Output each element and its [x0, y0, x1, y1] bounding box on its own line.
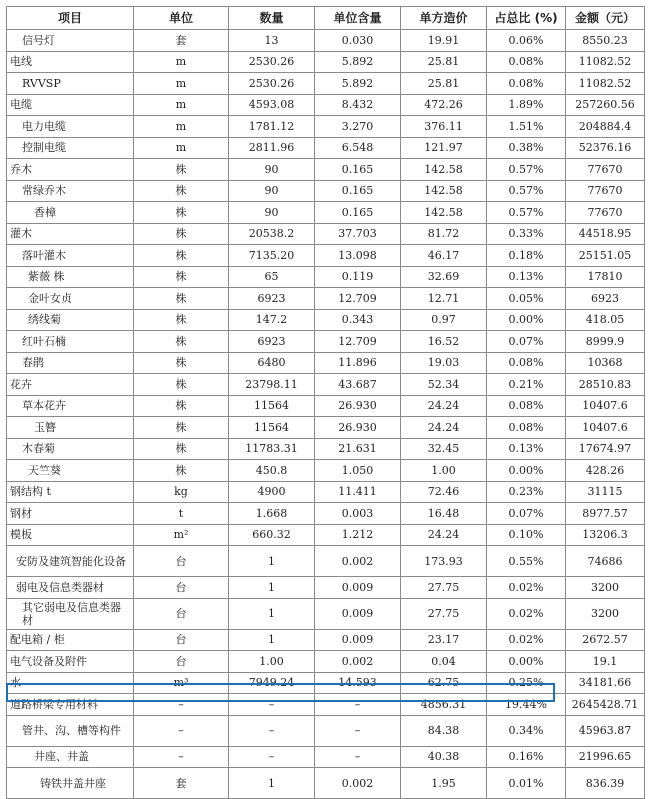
unit-content-cell: 0.002 [315, 651, 401, 673]
quantity-cell: 1 [229, 577, 315, 599]
unit-cost-cell: 52.34 [401, 374, 487, 396]
unit-content-cell: 0.119 [315, 266, 401, 288]
amount-cell: 77670 [566, 159, 645, 181]
table-row [7, 245, 645, 267]
unit-content-cell: 12.709 [315, 331, 401, 353]
percent-cell: 0.00% [487, 309, 566, 331]
item-name-cell: 铸铁井盖井座 [7, 768, 134, 799]
table-row [7, 395, 645, 417]
table-row [7, 137, 645, 159]
unit-cell: 株 [134, 438, 229, 460]
amount-cell: 8550.23 [566, 30, 645, 52]
unit-cell: 株 [134, 266, 229, 288]
unit-cell: 台 [134, 546, 229, 577]
percent-cell: 0.13% [487, 438, 566, 460]
unit-cost-cell: 27.75 [401, 598, 487, 629]
quantity-cell: 2530.26 [229, 73, 315, 95]
unit-content-cell: 0.165 [315, 159, 401, 181]
unit-content-cell: 26.930 [315, 417, 401, 439]
amount-cell: 11082.52 [566, 73, 645, 95]
unit-cost-cell: 23.17 [401, 629, 487, 651]
quantity-cell: 6923 [229, 288, 315, 310]
amount-cell: 3200 [566, 577, 645, 599]
amount-cell: 10407.6 [566, 395, 645, 417]
item-name-cell: 安防及建筑智能化设备 [7, 546, 134, 577]
unit-content-cell: 0.003 [315, 503, 401, 525]
header-percent: 占总比 (%) [487, 7, 566, 30]
unit-cell: 株 [134, 159, 229, 181]
quantity-cell: 7949.24 [229, 672, 315, 694]
unit-cost-cell: 4856.31 [401, 694, 487, 716]
amount-cell: 2672.57 [566, 629, 645, 651]
unit-content-cell: 5.892 [315, 73, 401, 95]
percent-cell: 0.08% [487, 73, 566, 95]
unit-cost-cell: 84.38 [401, 715, 487, 746]
unit-cost-cell: 32.69 [401, 266, 487, 288]
item-name-cell: 金叶女贞 [7, 288, 134, 310]
table-row [7, 746, 645, 768]
table-row [7, 223, 645, 245]
table-row [7, 481, 645, 503]
unit-content-cell: 0.002 [315, 768, 401, 799]
unit-content-cell: 0.009 [315, 629, 401, 651]
percent-cell: 0.08% [487, 417, 566, 439]
unit-cell: 株 [134, 309, 229, 331]
amount-cell: 77670 [566, 180, 645, 202]
unit-cost-cell: 1.95 [401, 768, 487, 799]
amount-cell: 418.05 [566, 309, 645, 331]
amount-cell: 21996.65 [566, 746, 645, 768]
amount-cell: 6923 [566, 288, 645, 310]
unit-cell: m³ [134, 672, 229, 694]
table-row [7, 524, 645, 546]
unit-content-cell: – [315, 746, 401, 768]
unit-cost-cell: 173.93 [401, 546, 487, 577]
item-name-cell: 管井、沟、槽等构件 [7, 715, 134, 746]
quantity-cell: – [229, 694, 315, 716]
quantity-cell: 90 [229, 159, 315, 181]
header-amount: 金额（元） [566, 7, 645, 30]
amount-cell: 10407.6 [566, 417, 645, 439]
item-name-cell: 乔木 [7, 159, 134, 181]
amount-cell: 13206.3 [566, 524, 645, 546]
unit-content-cell: 1.050 [315, 460, 401, 482]
table-row [7, 672, 645, 694]
amount-cell: 52376.16 [566, 137, 645, 159]
unit-cost-cell: 24.24 [401, 395, 487, 417]
item-name-cell: 钢材 [7, 503, 134, 525]
quantity-cell: 1 [229, 598, 315, 629]
amount-cell: 8977.57 [566, 503, 645, 525]
table-row [7, 94, 645, 116]
quantity-cell: 4900 [229, 481, 315, 503]
unit-cell: m [134, 73, 229, 95]
unit-content-cell: 6.548 [315, 137, 401, 159]
unit-cell: 台 [134, 629, 229, 651]
percent-cell: 0.02% [487, 577, 566, 599]
unit-content-cell: 0.009 [315, 577, 401, 599]
quantity-cell: 1.00 [229, 651, 315, 673]
amount-cell: 31115 [566, 481, 645, 503]
item-name-cell: 花卉 [7, 374, 134, 396]
table-row [7, 768, 645, 799]
percent-cell: 0.08% [487, 395, 566, 417]
unit-content-cell: 21.631 [315, 438, 401, 460]
item-name-cell: 电力电缆 [7, 116, 134, 138]
table-row [7, 577, 645, 599]
quantity-cell: 6480 [229, 352, 315, 374]
quantity-cell: 2530.26 [229, 51, 315, 73]
unit-cost-cell: 0.97 [401, 309, 487, 331]
unit-cost-cell: 376.11 [401, 116, 487, 138]
percent-cell: 0.16% [487, 746, 566, 768]
table-row [7, 202, 645, 224]
percent-cell: 0.08% [487, 51, 566, 73]
unit-cell: 株 [134, 223, 229, 245]
quantity-cell: 11564 [229, 417, 315, 439]
unit-content-cell: 11.896 [315, 352, 401, 374]
percent-cell: 0.57% [487, 180, 566, 202]
percent-cell: 0.00% [487, 651, 566, 673]
percent-cell: 0.02% [487, 598, 566, 629]
amount-cell: 836.39 [566, 768, 645, 799]
quantity-cell: 7135.20 [229, 245, 315, 267]
unit-cell: kg [134, 481, 229, 503]
item-name-cell: 玉簪 [7, 417, 134, 439]
table-row [7, 180, 645, 202]
table-row [7, 651, 645, 673]
unit-cell: m [134, 137, 229, 159]
percent-cell: 1.51% [487, 116, 566, 138]
item-name-cell: 灌木 [7, 223, 134, 245]
unit-content-cell: 14.593 [315, 672, 401, 694]
unit-cost-cell: 32.45 [401, 438, 487, 460]
percent-cell: 19.44% [487, 694, 566, 716]
percent-cell: 0.38% [487, 137, 566, 159]
amount-cell: 10368 [566, 352, 645, 374]
percent-cell: 0.00% [487, 460, 566, 482]
quantity-cell: 23798.11 [229, 374, 315, 396]
unit-cell: 株 [134, 352, 229, 374]
amount-cell: 257260.56 [566, 94, 645, 116]
unit-cost-cell: 72.46 [401, 481, 487, 503]
unit-content-cell: 12.709 [315, 288, 401, 310]
quantity-cell: 147.2 [229, 309, 315, 331]
amount-cell: 204884.4 [566, 116, 645, 138]
item-name-cell: 常绿乔木 [7, 180, 134, 202]
amount-cell: 428.26 [566, 460, 645, 482]
table-row [7, 546, 645, 577]
table-row [7, 116, 645, 138]
quantity-cell: – [229, 715, 315, 746]
quantity-cell: 90 [229, 180, 315, 202]
unit-content-cell: 0.165 [315, 180, 401, 202]
header-unit: 单位 [134, 7, 229, 30]
unit-cell: – [134, 746, 229, 768]
quantity-cell: 13 [229, 30, 315, 52]
amount-cell: 45963.87 [566, 715, 645, 746]
unit-cost-cell: 81.72 [401, 223, 487, 245]
item-name-cell: 电气设备及附件 [7, 651, 134, 673]
table-row [7, 352, 645, 374]
amount-cell: 19.1 [566, 651, 645, 673]
amount-cell: 28510.83 [566, 374, 645, 396]
table-row [7, 438, 645, 460]
unit-cell: 株 [134, 245, 229, 267]
percent-cell: 1.89% [487, 94, 566, 116]
unit-content-cell: 3.270 [315, 116, 401, 138]
percent-cell: 0.07% [487, 503, 566, 525]
unit-cell: 台 [134, 651, 229, 673]
table-row [7, 331, 645, 353]
unit-content-cell: 43.687 [315, 374, 401, 396]
table-row [7, 374, 645, 396]
item-name-cell: 其它弱电及信息类器材 [7, 598, 134, 629]
quantity-cell: 2811.96 [229, 137, 315, 159]
unit-cell: 株 [134, 288, 229, 310]
amount-cell: 11082.52 [566, 51, 645, 73]
unit-cost-cell: 1.00 [401, 460, 487, 482]
unit-cell: – [134, 715, 229, 746]
percent-cell: 0.33% [487, 223, 566, 245]
unit-cost-cell: 19.91 [401, 30, 487, 52]
unit-cost-cell: 16.48 [401, 503, 487, 525]
unit-cost-cell: 142.58 [401, 202, 487, 224]
unit-cost-cell: 472.26 [401, 94, 487, 116]
percent-cell: 0.57% [487, 159, 566, 181]
unit-cell: 株 [134, 331, 229, 353]
unit-content-cell: 13.098 [315, 245, 401, 267]
unit-content-cell: 11.411 [315, 481, 401, 503]
unit-cell: m [134, 51, 229, 73]
unit-cell: 株 [134, 202, 229, 224]
percent-cell: 0.55% [487, 546, 566, 577]
amount-cell: 34181.66 [566, 672, 645, 694]
unit-cost-cell: 142.58 [401, 159, 487, 181]
percent-cell: 0.57% [487, 202, 566, 224]
percent-cell: 0.05% [487, 288, 566, 310]
quantity-cell: 11564 [229, 395, 315, 417]
unit-cell: – [134, 694, 229, 716]
unit-content-cell: 5.892 [315, 51, 401, 73]
unit-cost-cell: 24.24 [401, 524, 487, 546]
amount-cell: 25151.05 [566, 245, 645, 267]
unit-cell: 台 [134, 577, 229, 599]
unit-cost-cell: 142.58 [401, 180, 487, 202]
percent-cell: 0.25% [487, 672, 566, 694]
unit-cell: m [134, 116, 229, 138]
unit-cell: t [134, 503, 229, 525]
table-row [7, 503, 645, 525]
unit-cost-cell: 19.03 [401, 352, 487, 374]
table-row [7, 309, 645, 331]
item-name-cell: RVVSP [7, 73, 134, 95]
item-name-cell: 钢结构 t [7, 481, 134, 503]
unit-content-cell: – [315, 694, 401, 716]
percent-cell: 0.34% [487, 715, 566, 746]
unit-cost-cell: 25.81 [401, 51, 487, 73]
percent-cell: 0.18% [487, 245, 566, 267]
item-name-cell: 水 [7, 672, 134, 694]
header-unit-content: 单位含量 [315, 7, 401, 30]
item-name-cell: 模板 [7, 524, 134, 546]
unit-content-cell: 0.009 [315, 598, 401, 629]
item-name-cell: 弱电及信息类器材 [7, 577, 134, 599]
unit-cost-cell: 27.75 [401, 577, 487, 599]
table-row [7, 715, 645, 746]
quantity-cell: 1.668 [229, 503, 315, 525]
table-row [7, 460, 645, 482]
quantity-cell: 1781.12 [229, 116, 315, 138]
header-unit-cost: 单方造价 [401, 7, 487, 30]
quantity-cell: 1 [229, 546, 315, 577]
table-row [7, 73, 645, 95]
item-name-cell: 紫薇 株 [7, 266, 134, 288]
unit-cell: 株 [134, 180, 229, 202]
amount-cell: 17674.97 [566, 438, 645, 460]
item-name-cell: 井座、井盖 [7, 746, 134, 768]
percent-cell: 0.01% [487, 768, 566, 799]
item-name-cell: 红叶石楠 [7, 331, 134, 353]
quantity-cell: 450.8 [229, 460, 315, 482]
unit-cost-cell: 40.38 [401, 746, 487, 768]
unit-cell: m [134, 94, 229, 116]
item-name-cell: 落叶灌木 [7, 245, 134, 267]
item-name-cell: 香樟 [7, 202, 134, 224]
quantity-cell: 660.32 [229, 524, 315, 546]
table-row [7, 417, 645, 439]
unit-cost-cell: 46.17 [401, 245, 487, 267]
unit-cost-cell: 12.71 [401, 288, 487, 310]
table-row [7, 629, 645, 651]
item-name-cell: 道路桥梁专用材料 [7, 694, 134, 716]
percent-cell: 0.07% [487, 331, 566, 353]
percent-cell: 0.08% [487, 352, 566, 374]
amount-cell: 3200 [566, 598, 645, 629]
quantity-cell: – [229, 746, 315, 768]
quantity-cell: 20538.2 [229, 223, 315, 245]
unit-cell: 台 [134, 598, 229, 629]
table-row [7, 288, 645, 310]
amount-cell: 74686 [566, 546, 645, 577]
table-row [7, 51, 645, 73]
unit-cell: 株 [134, 417, 229, 439]
quantity-cell: 11783.31 [229, 438, 315, 460]
header-quantity: 数量 [229, 7, 315, 30]
unit-cost-cell: 0.04 [401, 651, 487, 673]
quantity-cell: 1 [229, 768, 315, 799]
table-row [7, 598, 645, 629]
unit-content-cell: 0.165 [315, 202, 401, 224]
item-name-cell: 木春菊 [7, 438, 134, 460]
amount-cell: 2645428.71 [566, 694, 645, 716]
percent-cell: 0.23% [487, 481, 566, 503]
quantity-cell: 1 [229, 629, 315, 651]
unit-cost-cell: 121.97 [401, 137, 487, 159]
table-row [7, 159, 645, 181]
item-name-cell: 控制电缆 [7, 137, 134, 159]
unit-content-cell: 8.432 [315, 94, 401, 116]
item-name-cell: 配电箱 / 柜 [7, 629, 134, 651]
quantity-cell: 65 [229, 266, 315, 288]
unit-cell: 套 [134, 30, 229, 52]
unit-content-cell: 0.343 [315, 309, 401, 331]
header-row [7, 7, 645, 30]
table-row [7, 30, 645, 52]
unit-cell: 株 [134, 395, 229, 417]
percent-cell: 0.21% [487, 374, 566, 396]
percent-cell: 0.06% [487, 30, 566, 52]
item-name-cell: 春鹃 [7, 352, 134, 374]
table-row [7, 266, 645, 288]
unit-cell: m² [134, 524, 229, 546]
quantity-cell: 6923 [229, 331, 315, 353]
unit-cell: 套 [134, 768, 229, 799]
quantity-cell: 4593.08 [229, 94, 315, 116]
unit-content-cell: 37.703 [315, 223, 401, 245]
header-item: 项目 [7, 7, 134, 30]
cost-table [6, 6, 645, 799]
item-name-cell: 电缆 [7, 94, 134, 116]
unit-content-cell: 0.002 [315, 546, 401, 577]
percent-cell: 0.10% [487, 524, 566, 546]
unit-content-cell: – [315, 715, 401, 746]
unit-cost-cell: 25.81 [401, 73, 487, 95]
amount-cell: 44518.95 [566, 223, 645, 245]
quantity-cell: 90 [229, 202, 315, 224]
item-name-cell: 绣线菊 [7, 309, 134, 331]
percent-cell: 0.02% [487, 629, 566, 651]
amount-cell: 17810 [566, 266, 645, 288]
unit-cost-cell: 24.24 [401, 417, 487, 439]
unit-content-cell: 1.212 [315, 524, 401, 546]
item-name-cell: 天竺葵 [7, 460, 134, 482]
percent-cell: 0.13% [487, 266, 566, 288]
unit-cell: 株 [134, 374, 229, 396]
table-row [7, 694, 645, 716]
amount-cell: 77670 [566, 202, 645, 224]
unit-content-cell: 26.930 [315, 395, 401, 417]
unit-cost-cell: 62.75 [401, 672, 487, 694]
item-name-cell: 草本花卉 [7, 395, 134, 417]
item-name-cell: 信号灯 [7, 30, 134, 52]
amount-cell: 8999.9 [566, 331, 645, 353]
item-name-cell: 电线 [7, 51, 134, 73]
unit-cost-cell: 16.52 [401, 331, 487, 353]
unit-cell: 株 [134, 460, 229, 482]
unit-content-cell: 0.030 [315, 30, 401, 52]
